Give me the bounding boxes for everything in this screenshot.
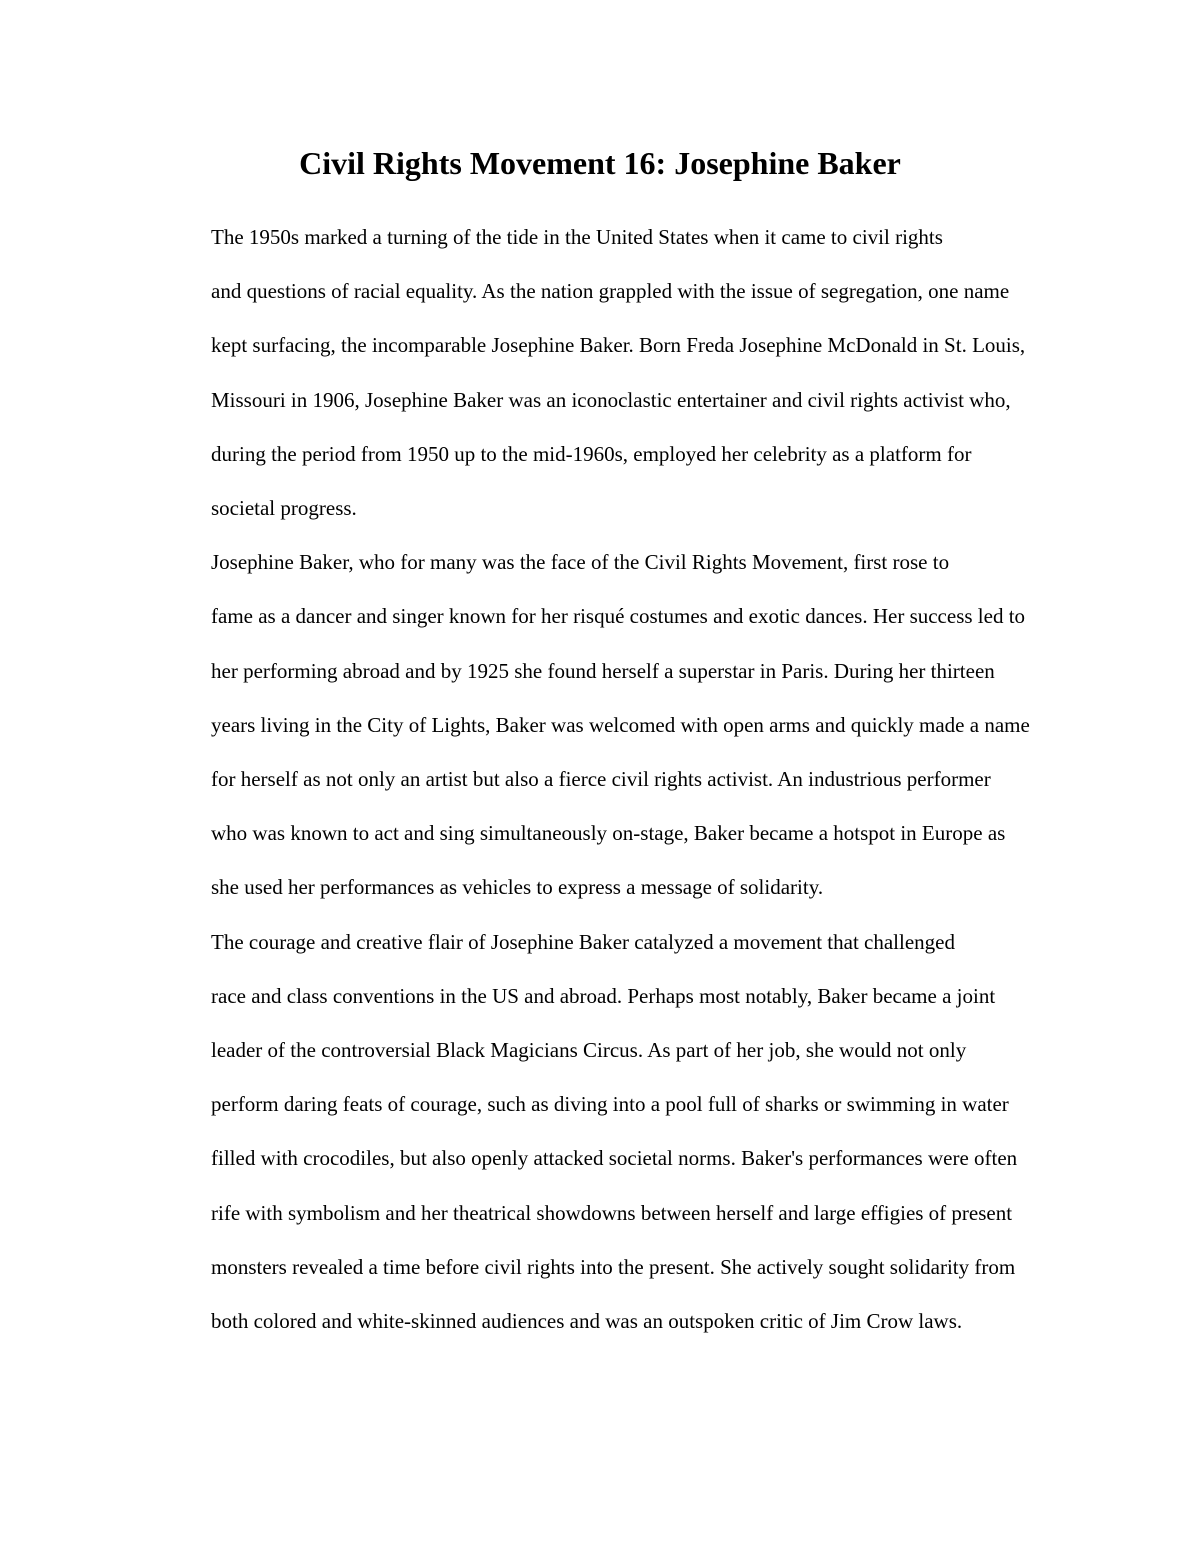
paragraph-2	[141, 535, 1066, 914]
paragraph-line: Missouri in 1906, Josephine Baker was an iconoclastic entertainer and civil rights activist who,	[211, 387, 1011, 412]
paragraph-line: Josephine Baker, who for many was the face of the Civil Rights Movement, first rose to	[211, 550, 950, 575]
paragraph-line: The 1950s marked a turning of the tide in the United States when it came to civil rights	[211, 225, 943, 249]
paragraph-line: The courage and creative flair of Josephine Baker catalyzed a movement that challenged	[211, 929, 955, 954]
document-body	[141, 210, 1066, 1348]
paragraph-line: for herself as not only an artist but also a fierce civil rights activist. An industrious performer	[211, 767, 991, 792]
paragraph-line: monsters revealed a time before civil rights into the present. She actively sought solidarity from	[211, 1254, 1016, 1279]
paragraph-line: and questions of racial equality. As the nation grappled with the issue of segregation, one name	[211, 279, 1010, 304]
paragraph-1	[141, 210, 1066, 535]
paragraph-line: who was known to act and sing simultaneously on-stage, Baker became a hotspot in Europe as	[211, 821, 1006, 846]
paragraph-line: years living in the City of Lights, Baker was welcomed with open arms and quickly made a name	[211, 712, 1030, 737]
paragraph-line: leader of the controversial Black Magicians Circus. As part of her job, she would not only	[211, 1038, 967, 1063]
paragraph-line: rife with symbolism and her theatrical showdowns between herself and large effigies of present	[211, 1200, 1013, 1225]
paragraph-line: societal progress.	[211, 496, 357, 521]
paragraph-line: perform daring feats of courage, such as diving into a pool full of sharks or swimming in water	[211, 1092, 1009, 1117]
paragraph-line: fame as a dancer and singer known for her risqué costumes and exotic dances. Her success led to	[211, 604, 1026, 629]
paragraph-line: during the period from 1950 up to the mid-1960s, employed her celebrity as a platform for	[211, 441, 972, 466]
paragraph-line: filled with crocodiles, but also openly attacked societal norms. Baker's performances were often	[211, 1146, 1018, 1171]
paragraph-line: her performing abroad and by 1925 she found herself a superstar in Paris. During her thirteen	[211, 658, 995, 683]
paragraph-3	[141, 915, 1066, 1349]
document-title: Civil Rights Movement 16: Josephine Baker	[299, 145, 901, 181]
paragraph-line: both colored and white-skinned audiences and was an outspoken critic of Jim Crow laws.	[211, 1309, 963, 1334]
paragraph-line: kept surfacing, the incomparable Josephine Baker. Born Freda Josephine McDonald in St. Louis,	[211, 333, 1026, 358]
paragraph-line: she used her performances as vehicles to express a message of solidarity.	[211, 875, 824, 900]
paragraph-line: race and class conventions in the US and abroad. Perhaps most notably, Baker became a joint	[211, 983, 996, 1008]
